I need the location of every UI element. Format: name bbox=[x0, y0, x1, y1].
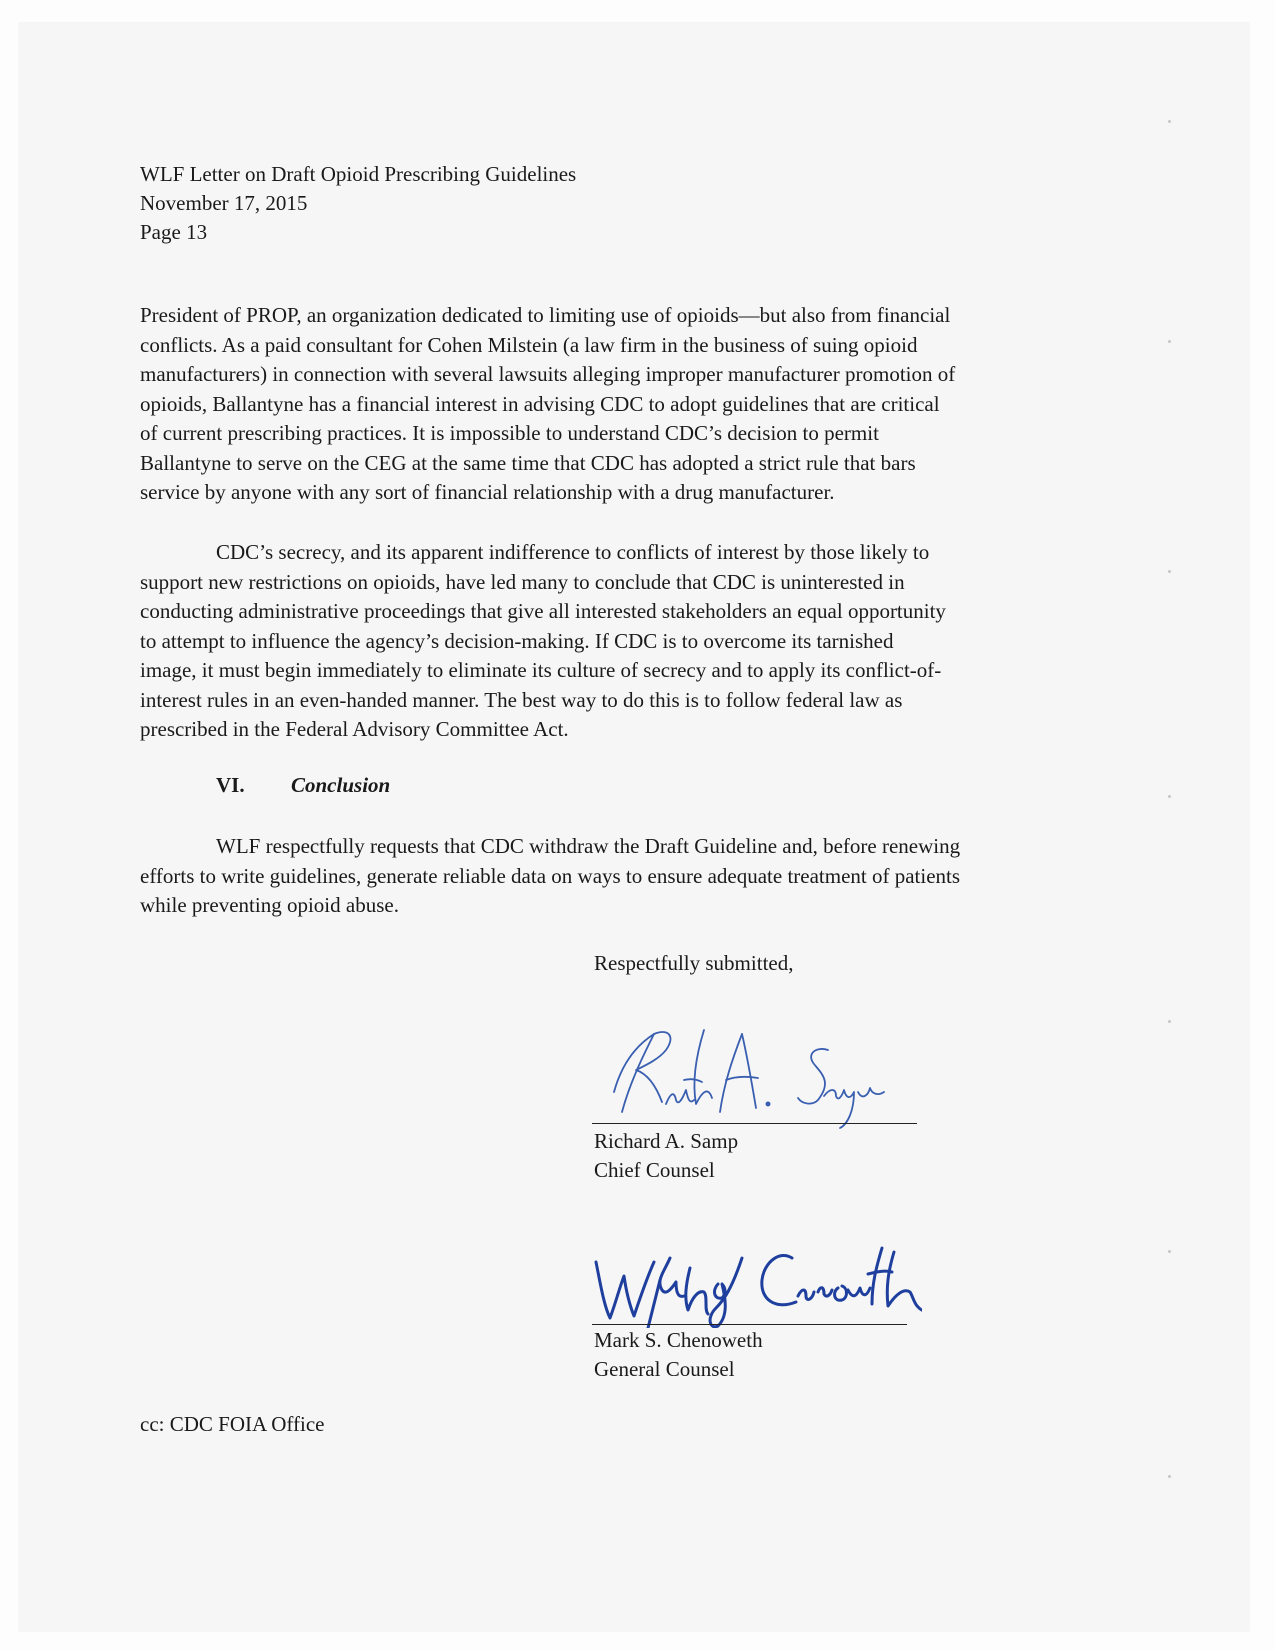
scan-speck bbox=[1168, 1020, 1171, 1023]
scan-speck bbox=[1168, 340, 1171, 343]
signature-chenoweth-image bbox=[592, 1218, 922, 1328]
signatory-name: Mark S. Chenoweth bbox=[594, 1328, 763, 1352]
paragraph-line: CDC’s secrecy, and its apparent indifference to conflicts of interest by those likely to bbox=[216, 540, 930, 564]
section-number: VI. bbox=[216, 773, 245, 797]
scan-speck bbox=[1168, 570, 1171, 573]
cc-line: cc: CDC FOIA Office bbox=[140, 1412, 325, 1436]
paragraph-line: efforts to write guidelines, generate reliable data on ways to ensure adequate treatment of patients bbox=[140, 863, 961, 888]
paragraph-line: conducting administrative proceedings that give all interested stakeholders an equal opportunity bbox=[140, 599, 946, 623]
signature-line bbox=[592, 1123, 917, 1124]
signature-samp-image bbox=[592, 1020, 922, 1130]
paragraph-line: prescribed in the Federal Advisory Committee Act. bbox=[140, 717, 569, 741]
paragraph-line: interest rules in an even-handed manner. The best way to do this is to follow federal law as bbox=[140, 687, 903, 712]
signatory-title: Chief Counsel bbox=[594, 1158, 715, 1182]
scan-background bbox=[18, 22, 1250, 1632]
paragraph-line: President of PROP, an organization dedicated to limiting use of opioids—but also from financial bbox=[140, 303, 951, 327]
paragraph-secrecy bbox=[140, 538, 1130, 745]
paragraph-line: Ballantyne to serve on the CEG at the same time that CDC has adopted a strict rule that bars bbox=[140, 450, 916, 475]
section-heading bbox=[216, 773, 390, 798]
header-page-number: Page 13 bbox=[140, 220, 208, 244]
signatory-name: Richard A. Samp bbox=[594, 1129, 739, 1153]
header-date: November 17, 2015 bbox=[140, 191, 308, 215]
signatory-title: General Counsel bbox=[594, 1357, 735, 1381]
header-title: WLF Letter on Draft Opioid Prescribing Guidelines bbox=[140, 162, 577, 186]
page-header bbox=[140, 160, 576, 247]
scan-speck bbox=[1168, 120, 1171, 123]
paragraph-line: to attempt to influence the agency’s decision-making. If CDC is to overcome its tarnished bbox=[140, 628, 894, 653]
paragraph-line: WLF respectfully requests that CDC withdraw the Draft Guideline and, before renewing bbox=[216, 834, 961, 858]
paragraph-line: support new restrictions on opioids, have led many to conclude that CDC is uninterested in bbox=[140, 569, 905, 594]
paragraph-conflicts bbox=[140, 301, 1130, 508]
paragraph-line: service by anyone with any sort of financial relationship with a drug manufacturer. bbox=[140, 480, 835, 504]
paragraph-line: image, it must begin immediately to eliminate its culture of secrecy and to apply its conflict-of- bbox=[140, 658, 942, 682]
scan-speck bbox=[1168, 1250, 1171, 1253]
scan-speck bbox=[1168, 795, 1171, 798]
paragraph-line: while preventing opioid abuse. bbox=[140, 893, 399, 917]
paragraph-line: opioids, Ballantyne has a financial interest in advising CDC to adopt guidelines that are critical bbox=[140, 391, 940, 416]
closing-salutation: Respectfully submitted, bbox=[594, 951, 794, 975]
paragraph-conclusion bbox=[140, 832, 1130, 921]
paragraph-line: conflicts. As a paid consultant for Cohen Milstein (a law firm in the business of suing opioid bbox=[140, 332, 918, 357]
scan-speck bbox=[1168, 1475, 1171, 1478]
signature-line bbox=[592, 1324, 907, 1325]
section-title: Conclusion bbox=[291, 773, 391, 797]
paragraph-line: manufacturers) in connection with several lawsuits alleging improper manufacturer promotion of bbox=[140, 362, 956, 386]
paragraph-line: of current prescribing practices. It is impossible to understand CDC’s decision to permit bbox=[140, 421, 879, 445]
